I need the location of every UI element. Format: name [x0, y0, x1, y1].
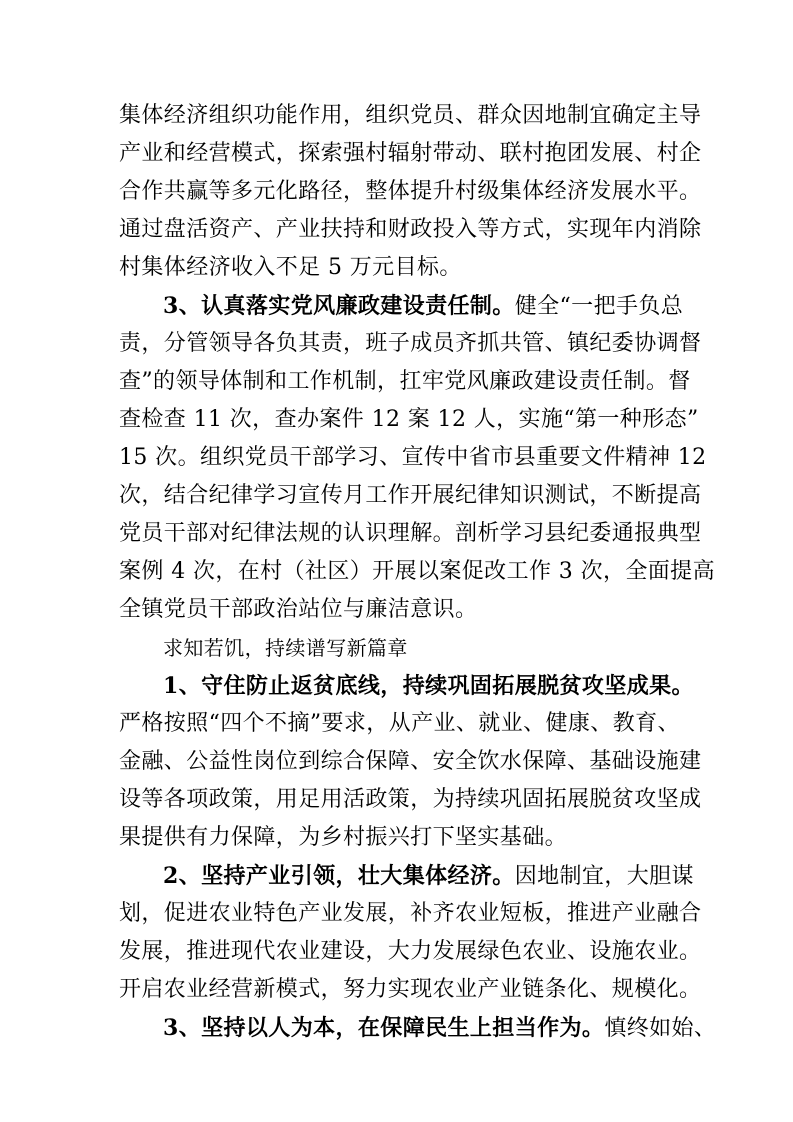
- text-line: 全镇党员干部政治站位与廉洁意识。: [119, 597, 478, 622]
- text-line: 设等各项政策，用足用活政策，为持续巩固拓展脱贫攻坚成: [119, 787, 702, 812]
- text-line: 果提供有力保障，为乡村振兴打下坚实基础。: [119, 825, 568, 850]
- text-line: 金融、公益性岗位到综合保障、安全饮水保障、基础设施建: [119, 749, 702, 774]
- item-first-line: [163, 1009, 717, 1047]
- text-line: 产业和经营模式，探索强村辐射带动、联村抱团发展、村企: [119, 141, 702, 166]
- text-line: 查”的领导体制和工作机制，扛牢党风廉政建设责任制。督: [119, 369, 691, 394]
- item-first-line: [163, 857, 694, 895]
- item-text: 健全“一把手负总: [514, 294, 684, 319]
- text-line: 集体经济组织功能作用，组织党员、群众因地制宜确定主导: [119, 103, 702, 128]
- item-text: 因地制宜，大胆谋: [514, 864, 694, 889]
- text-line: 发展，推进现代农业建设，大力发展绿色农业、设施农业。: [119, 939, 702, 964]
- section-heading: 求知若饥，持续谱写新篇章: [163, 636, 408, 660]
- text-line: 严格按照“四个不摘”要求，从产业、就业、健康、教育、: [119, 711, 680, 736]
- text-line: 合作共赢等多元化路径，整体提升村级集体经济发展水平。: [119, 179, 702, 204]
- item-text: 慎终如始、: [604, 1016, 717, 1041]
- text-line: 责，分管领导各负其责，班子成员齐抓共管、镇纪委协调督: [119, 331, 702, 356]
- item-first-line: [163, 287, 684, 325]
- text-line: 案例 4 次，在村（社区）开展以案促改工作 3 次，全面提高: [119, 559, 715, 584]
- text-line: 查检查 11 次，查办案件 12 案 12 人，实施“第一种形态”: [119, 407, 699, 432]
- item-title: 3、坚持以人为本，在保障民生上担当作为。: [163, 1015, 605, 1041]
- text-line: 15 次。组织党员干部学习、宣传中省市县重要文件精神 12: [119, 445, 707, 470]
- text-line: 党员干部对纪律法规的认识理解。剖析学习县纪委通报典型: [119, 521, 702, 546]
- text-line: 开启农业经营新模式，努力实现农业产业链条化、规模化。: [119, 977, 702, 1002]
- text-line: 通过盘活资产、产业扶持和财政投入等方式，实现年内消除: [119, 217, 702, 242]
- text-line: 划，促进农业特色产业发展，补齐农业短板，推进产业融合: [119, 901, 702, 926]
- item-title: 1、守住防止返贫底线，持续巩固拓展脱贫攻坚成果。: [163, 673, 694, 699]
- item-title: 2、坚持产业引领，壮大集体经济。: [163, 863, 515, 889]
- text-line: 村集体经济收入不足 5 万元目标。: [119, 255, 462, 280]
- text-line: 次，结合纪律学习宣传月工作开展纪律知识测试，不断提高: [119, 483, 702, 508]
- item-title: 3、认真落实党风廉政建设责任制。: [163, 293, 515, 319]
